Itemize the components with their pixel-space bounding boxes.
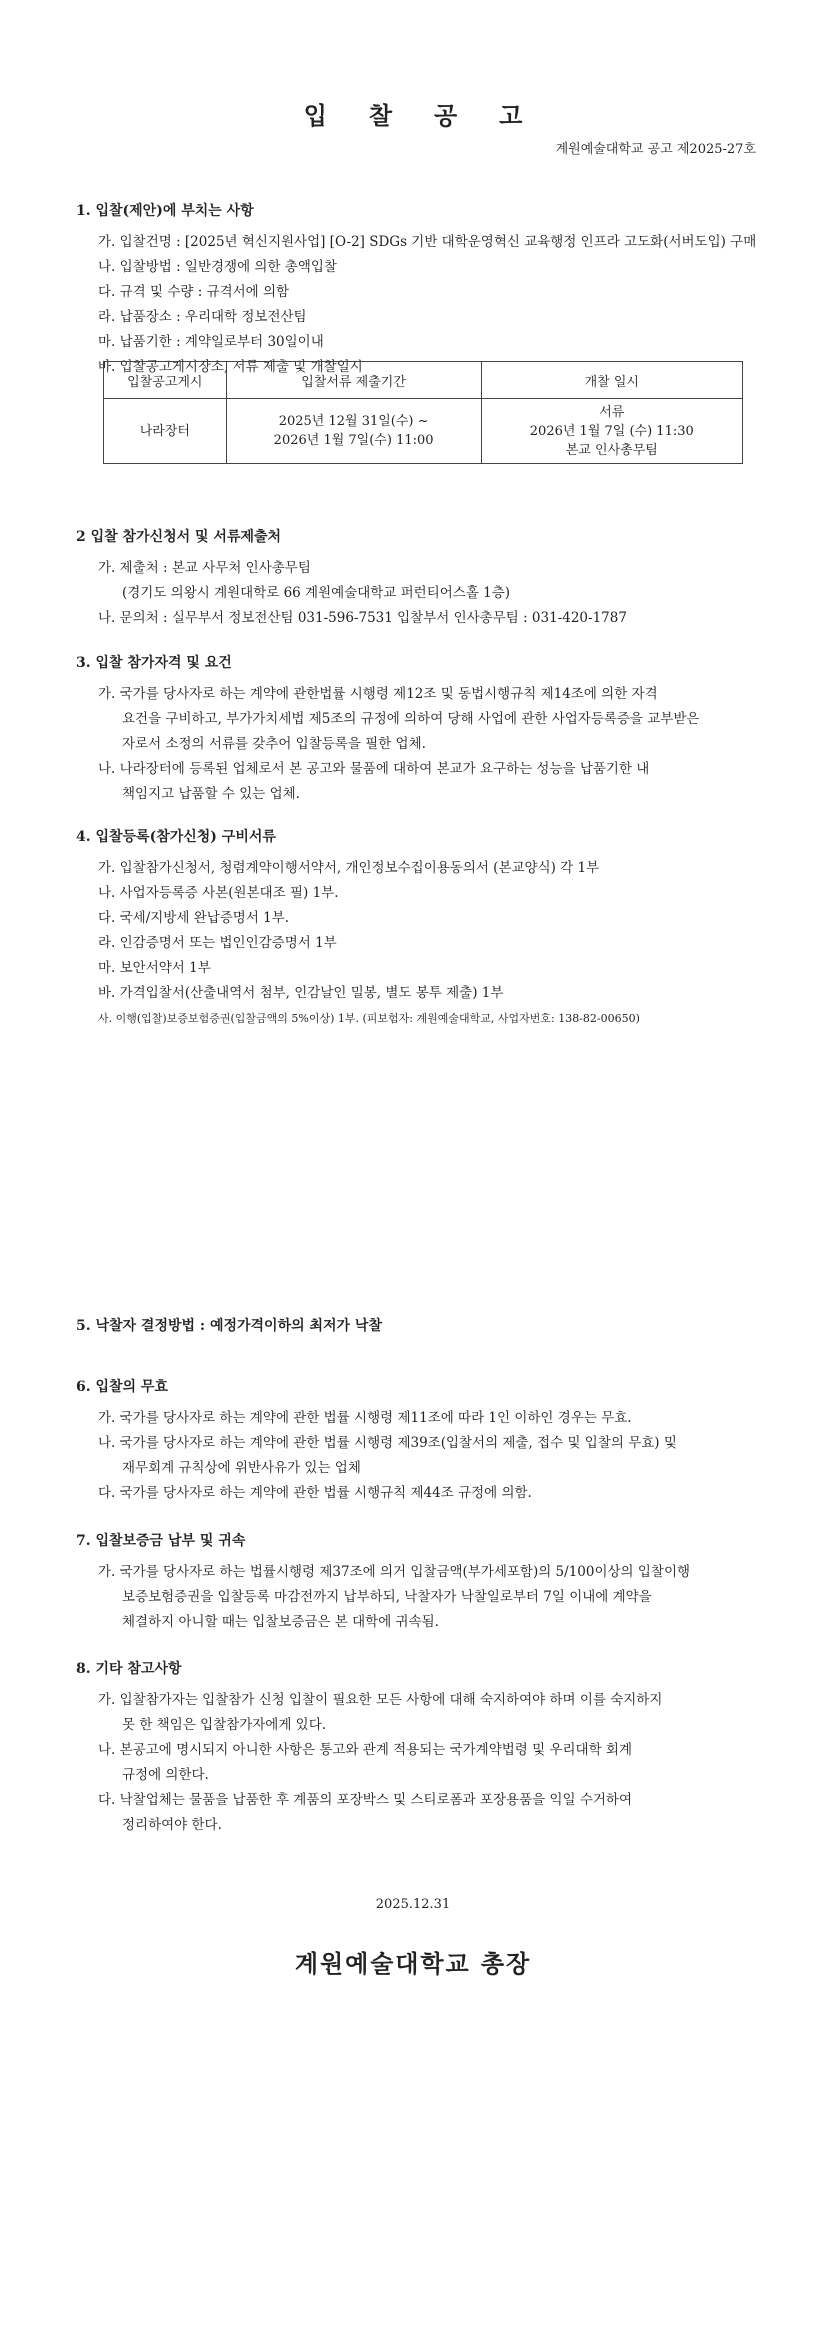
section-7-item: 가. 국가를 당사자로 하는 법률시행령 제37조에 의거 입찰금액(부가세포함)의 5/100이상의 입찰이행 (98, 1564, 691, 1580)
section-7-title: 7. 입찰보증금 납부 및 귀속 (76, 1533, 246, 1549)
section-4-item: 가. 입찰참가신청서, 청렴계약이행서약서, 개인정보수집이용동의서 (본교양식) 각 1부 (98, 860, 600, 876)
section-3-item: 책임지고 납품할 수 있는 업체. (122, 786, 300, 802)
section-3 (76, 652, 766, 807)
section-1-item: 다. 규격 및 수량 : 규격서에 의함 (98, 284, 290, 300)
table-header-row (104, 362, 743, 399)
table-cell-place: 나라장터 (104, 399, 227, 464)
section-6-item: 나. 국가를 당사자로 하는 계약에 관한 법률 시행령 제39조(입찰서의 제출, 접수 및 입찰의 무효) 및 (98, 1435, 677, 1451)
section-6 (76, 1376, 766, 1506)
bid-schedule-table (103, 361, 743, 464)
section-7-item: 보증보험증권을 입찰등록 마감전까지 납부하되, 낙찰자가 낙찰일로부터 7일 이내에 계약을 (122, 1589, 652, 1605)
section-3-item: 요건을 구비하고, 부가가치세법 제5조의 규정에 의하여 당해 사업에 관한 사업자등록증을 교부받은 (122, 711, 700, 727)
table-cell-period (226, 399, 481, 464)
opening-label: 서류 (599, 404, 625, 420)
table-row (104, 399, 743, 464)
notice-number: 계원예술대학교 공고 제2025-27호 (555, 142, 756, 157)
section-3-item: 자로서 소정의 서류를 갖추어 입찰등록을 필한 업체. (122, 736, 426, 752)
section-4-item: 바. 가격입찰서(산출내역서 첨부, 인감날인 밀봉, 별도 봉투 제출) 1부 (98, 985, 504, 1001)
section-1-item: 나. 입찰방법 : 일반경쟁에 의한 총액입찰 (98, 259, 337, 275)
section-1-item: 가. 입찰건명 : [2025년 혁신지원사업] [O-2] SDGs 기반 대학운영혁신 교육행정 인프라 고도화(서버도입) 구매 (98, 234, 757, 250)
section-6-item: 재무회계 규칙상에 위반사유가 있는 업체 (122, 1460, 361, 1476)
section-2-item: 나. 문의처 : 실무부서 정보전산팀 031-596-7531 입찰부서 인사총무팀 : 031-420-1787 (98, 610, 627, 626)
opening-location: 본교 인사총무팀 (565, 442, 658, 458)
section-1 (76, 200, 766, 380)
section-4-item: 마. 보안서약서 1부 (98, 960, 211, 976)
table-header-cell: 개찰 일시 (481, 362, 742, 399)
section-8-item: 나. 본공고에 명시되지 아니한 사항은 통고와 관계 적용되는 국가계약법령 및 우리대학 회계 (98, 1742, 633, 1758)
section-4-item: 라. 인감증명서 또는 법인인감증명서 1부 (98, 935, 337, 951)
section-8-title: 8. 기타 참고사항 (76, 1661, 182, 1677)
table-header-cell: 입찰공고게시 (104, 362, 227, 399)
section-4 (76, 826, 766, 1031)
section-3-item: 가. 국가를 당사자로 하는 계약에 관한법률 시행령 제12조 및 동법시행규칙 제14조에 의한 자격 (98, 686, 658, 702)
section-2 (76, 526, 766, 631)
period-start: 2025년 12월 31일(수) ~ (278, 414, 429, 429)
section-4-item: 다. 국세/지방세 완납증명서 1부. (98, 910, 290, 926)
section-4-item: 사. 이행(입찰)보증보험증권(입찰금액의 5%이상) 1부. (피보험자: 계원예술대학교, 사업자번호: 138-82-00650) (98, 1012, 640, 1025)
opening-datetime: 2026년 1월 7일 (수) 11:30 (529, 423, 694, 439)
section-1-item: 라. 납품장소 : 우리대학 정보전산팀 (98, 309, 307, 325)
section-8 (76, 1658, 766, 1838)
period-end: 2026년 1월 7일(수) 11:00 (273, 433, 434, 448)
section-2-title: 2 입찰 참가신청서 및 서류제출처 (76, 529, 282, 545)
section-1-title: 1. 입찰(제안)에 부치는 사항 (76, 203, 254, 219)
section-2-item: (경기도 의왕시 계원대학로 66 계원예술대학교 퍼런티어스홀 1층) (122, 585, 511, 601)
section-6-item: 가. 국가를 당사자로 하는 계약에 관한 법률 시행령 제11조에 따라 1인 이하인 경우는 무효. (98, 1410, 632, 1426)
section-1-item: 마. 납품기한 : 계약일로부터 30일이내 (98, 334, 324, 350)
section-8-item: 못 한 책임은 입찰참가자에게 있다. (122, 1717, 327, 1733)
section-8-item: 정리하여야 한다. (122, 1817, 222, 1833)
notice-date: 2025.12.31 (375, 1897, 451, 1912)
signer-name: 계원예술대학교 총장 (294, 1949, 532, 1978)
section-8-item: 규정에 의한다. (122, 1767, 209, 1783)
table-cell-opening (481, 399, 742, 464)
section-3-title: 3. 입찰 참가자격 및 요건 (76, 655, 232, 671)
section-4-item: 나. 사업자등록증 사본(원본대조 필) 1부. (98, 885, 339, 901)
section-5-title: 5. 낙찰자 결정방법 : 예정가격이하의 최저가 낙찰 (76, 1318, 382, 1334)
section-5 (76, 1315, 766, 1345)
section-2-item: 가. 제출처 : 본교 사무처 인사총무팀 (98, 560, 311, 576)
section-6-title: 6. 입찰의 무효 (76, 1379, 168, 1395)
table-header-cell: 입찰서류 제출기간 (226, 362, 481, 399)
section-7-item: 체결하지 아니할 때는 입찰보증금은 본 대학에 귀속됨. (122, 1614, 439, 1630)
section-1-item: 바. 입찰공고게시장소, 서류 제출 및 개찰일시 (98, 359, 363, 375)
section-6-item: 다. 국가를 당사자로 하는 계약에 관한 법률 시행규칙 제44조 규정에 의함. (98, 1485, 532, 1501)
section-8-item: 다. 낙찰업체는 물품을 납품한 후 계품의 포장박스 및 스티로폼과 포장용품을 익일 수거하여 (98, 1792, 633, 1808)
section-8-item: 가. 입찰참가자는 입찰참가 신청 입찰이 필요한 모든 사항에 대해 숙지하여야 하며 이를 숙지하지 (98, 1692, 663, 1708)
document-title: 입 찰 공 고 (303, 101, 540, 130)
section-7 (76, 1530, 766, 1635)
section-3-item: 나. 나라장터에 등록된 업체로서 본 공고와 물품에 대하여 본교가 요구하는 성능을 납품기한 내 (98, 761, 650, 777)
section-4-title: 4. 입찰등록(참가신청) 구비서류 (76, 829, 276, 845)
